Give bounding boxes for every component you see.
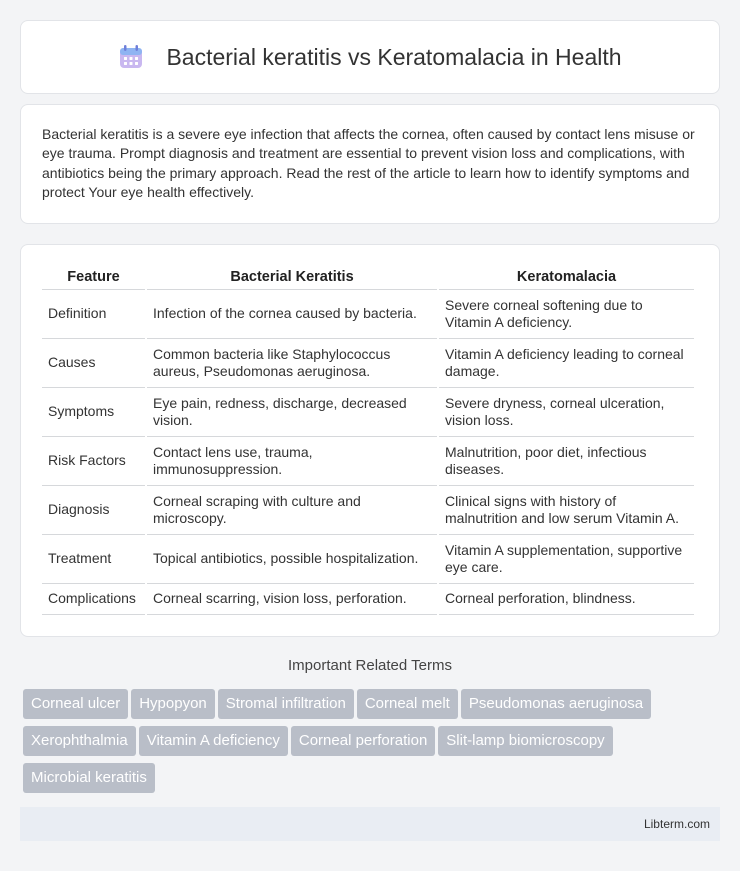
feature-cell: Symptoms	[42, 388, 145, 437]
related-term-tag[interactable]: Vitamin A deficiency	[139, 726, 288, 756]
bacterial-keratitis-cell: Corneal scraping with culture and microscopy.	[147, 486, 437, 535]
keratomalacia-cell: Vitamin A supplementation, supportive eye care.	[439, 535, 694, 584]
keratomalacia-cell: Corneal perforation, blindness.	[439, 584, 694, 615]
keratomalacia-cell: Severe corneal softening due to Vitamin A deficiency.	[439, 290, 694, 339]
bacterial-keratitis-cell: Eye pain, redness, discharge, decreased vision.	[147, 388, 437, 437]
table-row	[42, 437, 694, 486]
table-header-row	[42, 265, 694, 290]
feature-cell: Complications	[42, 584, 145, 615]
intro-paragraph: Bacterial keratitis is a severe eye infection that affects the cornea, often caused by contact lens misuse or eye trauma. Prompt diagnosis and treatment are essential to prevent vision loss and complications, with antibiotics being the primary approach. Read the rest of the article to learn how to identify symptoms and protect Your eye health effectively.	[42, 126, 695, 200]
comparison-table-card	[20, 244, 720, 637]
footer-site-link[interactable]: Libterm.com	[643, 817, 710, 831]
keratomalacia-cell: Malnutrition, poor diet, infectious diseases.	[439, 437, 694, 486]
intro-card	[20, 104, 720, 224]
table-row	[42, 486, 694, 535]
table-row	[42, 339, 694, 388]
related-term-tag[interactable]: Corneal perforation	[291, 726, 435, 756]
feature-cell: Causes	[42, 339, 145, 388]
related-term-tag[interactable]: Slit-lamp biomicroscopy	[438, 726, 612, 756]
feature-cell: Treatment	[42, 535, 145, 584]
keratomalacia-cell: Severe dryness, corneal ulceration, vision loss.	[439, 388, 694, 437]
calendar-icon	[118, 44, 144, 70]
table-row	[42, 388, 694, 437]
feature-cell: Risk Factors	[42, 437, 145, 486]
header-card	[20, 20, 720, 94]
keratomalacia-cell: Vitamin A deficiency leading to corneal damage.	[439, 339, 694, 388]
related-term-tag[interactable]: Hypopyon	[131, 689, 215, 719]
bacterial-keratitis-cell: Infection of the cornea caused by bacteria.	[147, 290, 437, 339]
bacterial-keratitis-cell: Corneal scarring, vision loss, perforation.	[147, 584, 437, 615]
bacterial-keratitis-cell: Topical antibiotics, possible hospitalization.	[147, 535, 437, 584]
table-row	[42, 584, 694, 615]
bacterial-keratitis-cell: Contact lens use, trauma, immunosuppression.	[147, 437, 437, 486]
related-term-tag[interactable]: Pseudomonas aeruginosa	[461, 689, 651, 719]
footer	[20, 807, 720, 841]
table-row	[42, 535, 694, 584]
related-term-tag[interactable]: Xerophthalmia	[23, 726, 136, 756]
comparison-table	[40, 265, 696, 615]
bacterial-keratitis-cell: Common bacteria like Staphylococcus aureus, Pseudomonas aeruginosa.	[147, 339, 437, 388]
related-term-tag[interactable]: Stromal infiltration	[218, 689, 354, 719]
feature-cell: Diagnosis	[42, 486, 145, 535]
related-term-tag[interactable]: Microbial keratitis	[23, 763, 155, 793]
column-header-keratomalacia: Keratomalacia	[439, 265, 694, 290]
related-term-tag[interactable]: Corneal ulcer	[23, 689, 128, 719]
feature-cell: Definition	[42, 290, 145, 339]
page-title: Bacterial keratitis vs Keratomalacia in Health	[166, 43, 622, 70]
column-header-bacterial-keratitis: Bacterial Keratitis	[147, 265, 437, 290]
column-header-feature: Feature	[42, 265, 145, 290]
table-row	[42, 290, 694, 339]
related-terms-title: Important Related Terms	[288, 657, 452, 674]
related-term-tag[interactable]: Corneal melt	[357, 689, 458, 719]
keratomalacia-cell: Clinical signs with history of malnutrition and low serum Vitamin A.	[439, 486, 694, 535]
related-terms-list	[23, 689, 723, 800]
